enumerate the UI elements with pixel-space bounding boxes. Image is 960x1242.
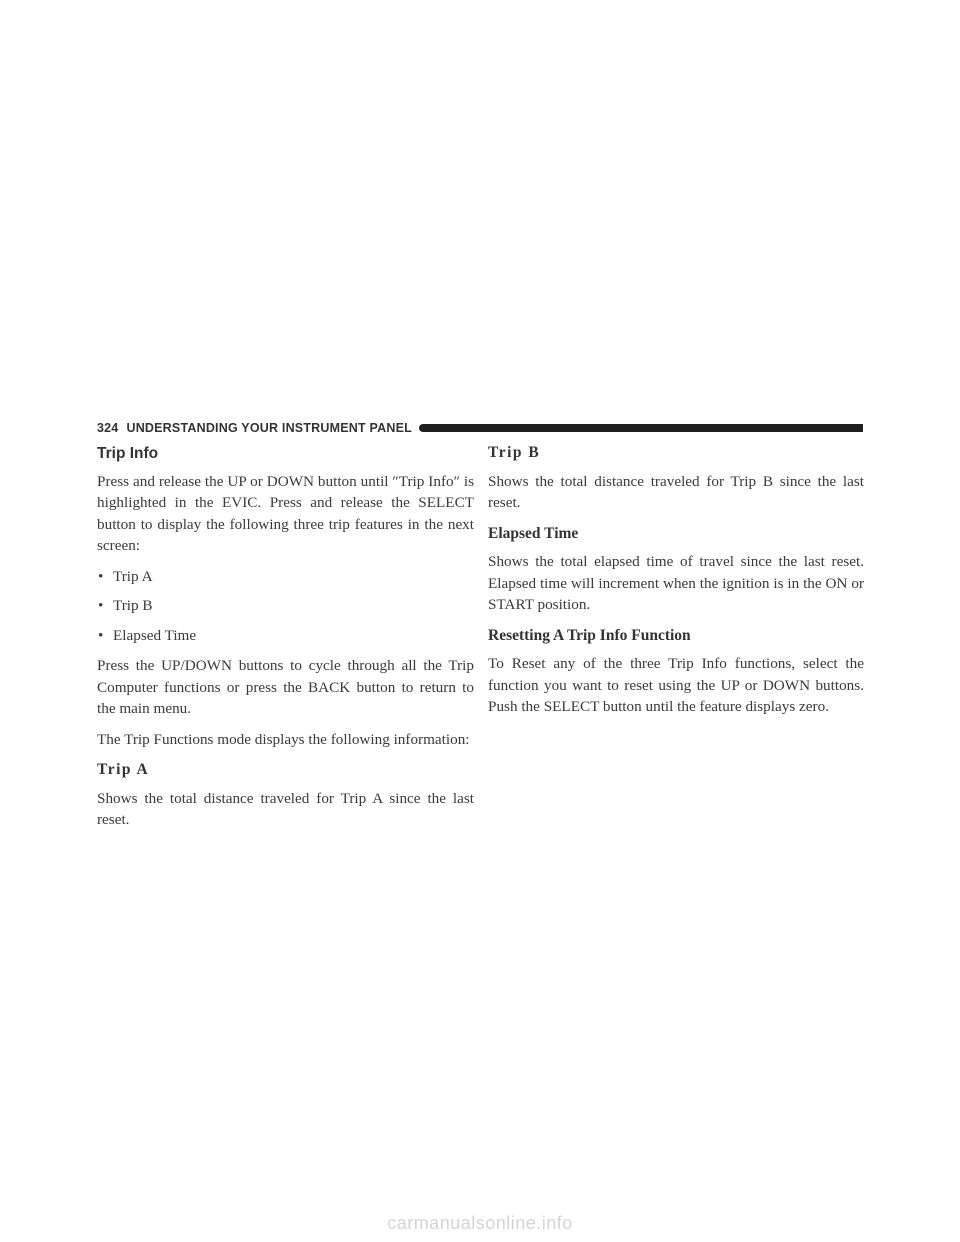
intro-paragraph: Press and release the UP or DOWN button until ″Trip Info″ is highlighted in the EVIC. Press and release the SELECT button to display the following three trip features in the next screen: xyxy=(97,472,474,554)
right-column xyxy=(488,440,864,727)
reset-paragraph: To Reset any of the three Trip Info functions, select the function you want to reset using the UP or DOWN buttons. Push the SELECT button until the feature displays zero. xyxy=(488,655,864,715)
trip-a-paragraph: Shows the total distance traveled for Trip A since the last reset. xyxy=(97,789,474,828)
bullet-icon: • xyxy=(98,597,104,614)
reset-heading: Resetting A Trip Info Function xyxy=(488,626,691,644)
page-number: 324 xyxy=(97,421,119,435)
section-title: UNDERSTANDING YOUR INSTRUMENT PANEL xyxy=(126,421,412,435)
elapsed-time-paragraph: Shows the total elapsed time of travel since the last reset. Elapsed time will increment when the ignition is in the ON or START position. xyxy=(488,553,864,613)
watermark: carmanualsonline.info xyxy=(387,1213,573,1233)
trip-b-paragraph: Shows the total distance traveled for Trip B since the last reset. xyxy=(488,472,864,511)
mode-paragraph: The Trip Functions mode displays the following information: xyxy=(97,730,470,748)
bullet-icon: • xyxy=(98,567,104,585)
cycle-paragraph: Press the UP/DOWN buttons to cycle through all the Trip Computer functions or press the BACK button to return to the main menu. xyxy=(97,657,474,717)
trip-b-heading: Trip B xyxy=(488,444,541,461)
trip-info-heading: Trip Info xyxy=(97,445,159,462)
list-item: • Elapsed Time xyxy=(97,625,474,647)
list-item: • Trip B xyxy=(97,595,474,617)
elapsed-time-heading: Elapsed Time xyxy=(488,524,579,542)
bullet-icon: • xyxy=(98,626,104,644)
left-column xyxy=(97,440,474,840)
trip-a-heading: Trip A xyxy=(97,761,150,778)
page-header xyxy=(97,418,863,438)
list-item: • Trip A xyxy=(97,566,474,588)
trip-features-list xyxy=(97,566,474,647)
header-rule xyxy=(419,424,863,432)
